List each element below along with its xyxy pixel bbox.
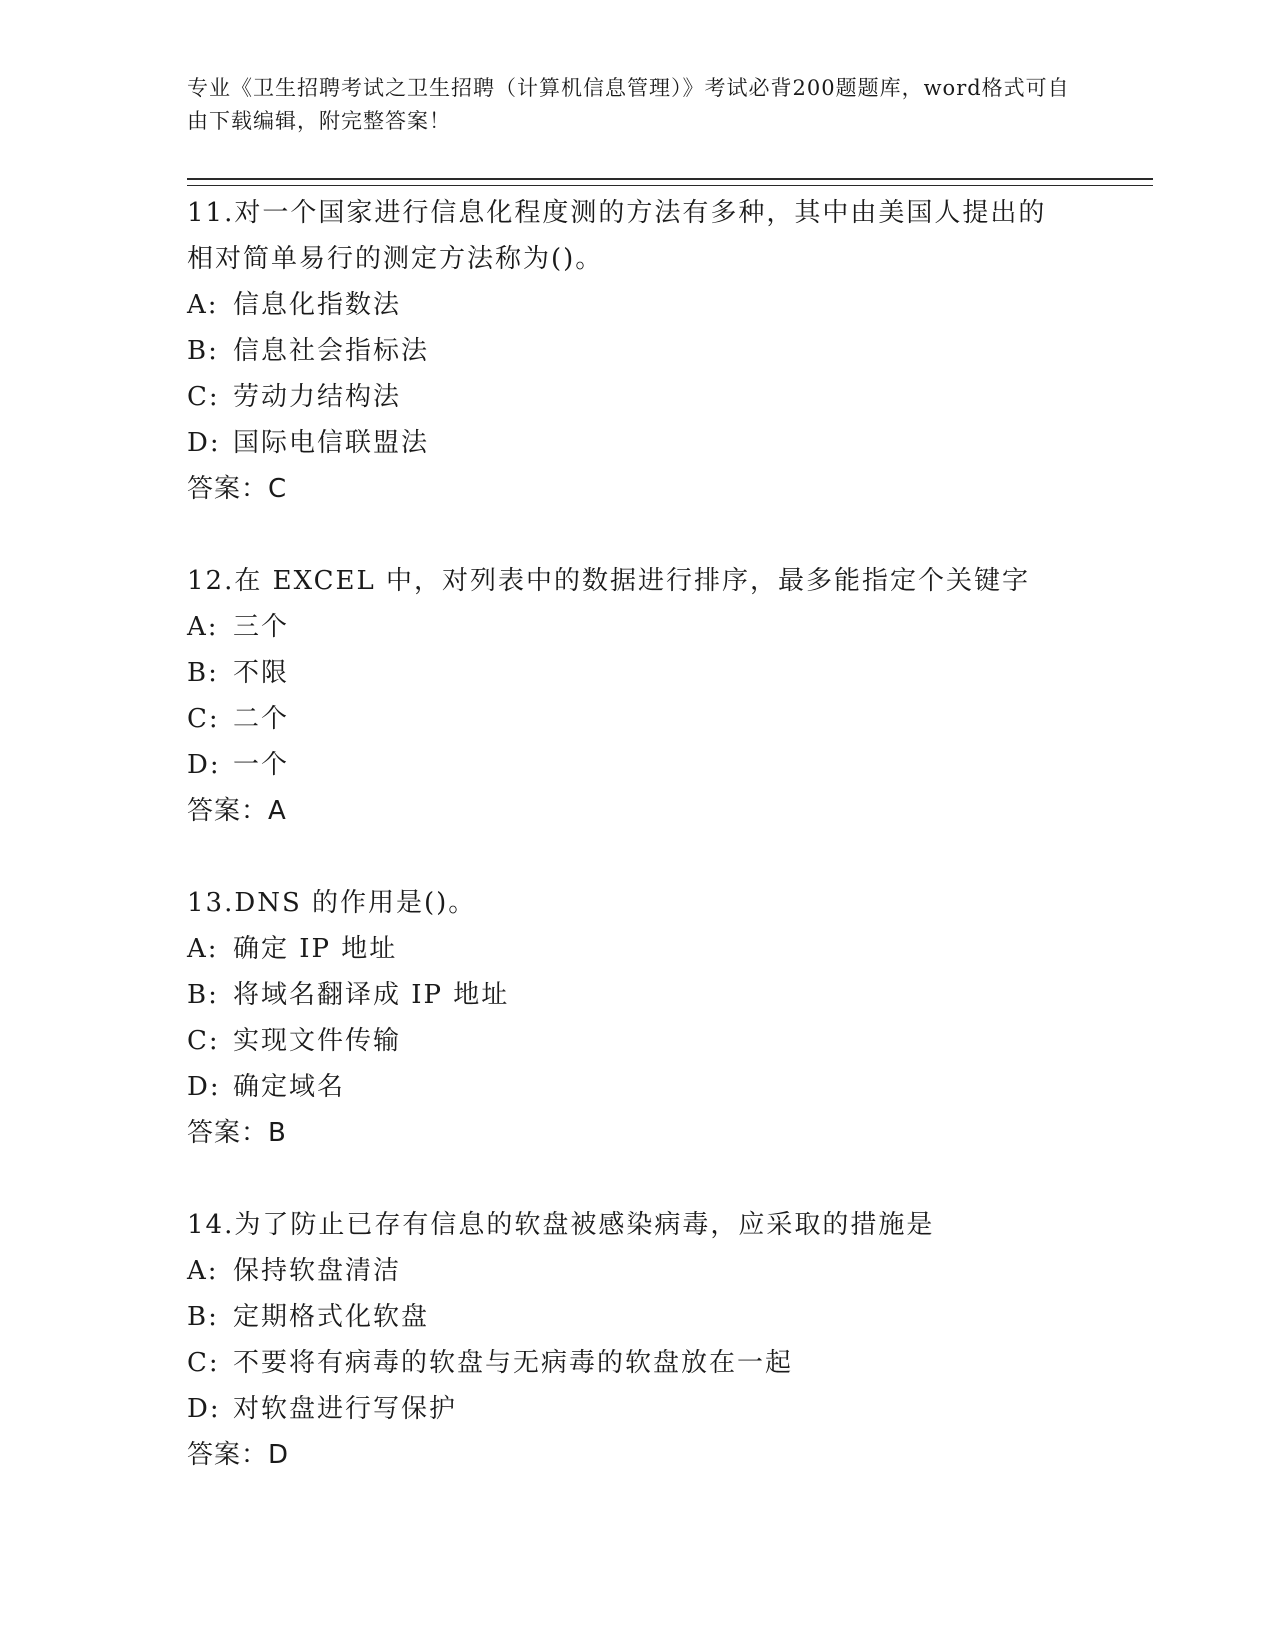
option-d xyxy=(187,420,1107,466)
option-text: 劳动力结构法 xyxy=(233,382,402,412)
question-list xyxy=(187,190,1107,1478)
option-text: 信息社会指标法 xyxy=(233,336,430,366)
option-text: 将域名翻译成 IP 地址 xyxy=(233,980,510,1010)
option-text: 不限 xyxy=(233,658,290,688)
option-b xyxy=(187,972,1107,1018)
option-text: 不要将有病毒的软盘与无病毒的软盘放在一起 xyxy=(233,1348,794,1378)
option-key: A: xyxy=(187,290,219,320)
option-key: C: xyxy=(187,1026,220,1056)
option-key: B: xyxy=(187,336,219,366)
option-c xyxy=(187,374,1107,420)
option-key: C: xyxy=(187,1348,220,1378)
option-d xyxy=(187,742,1107,788)
option-a xyxy=(187,926,1107,972)
option-key: B: xyxy=(187,658,219,688)
question-stem: 12.在 EXCEL 中，对列表中的数据进行排序，最多能指定个关键字 xyxy=(187,566,1031,596)
option-key: D: xyxy=(187,1394,221,1424)
option-text: 对软盘进行写保护 xyxy=(233,1394,458,1424)
option-text: 一个 xyxy=(233,750,290,780)
option-key: A: xyxy=(187,612,219,642)
option-text: 实现文件传输 xyxy=(233,1026,402,1056)
option-key: D: xyxy=(187,750,221,780)
question-item xyxy=(187,880,1107,1156)
option-text: 保持软盘清洁 xyxy=(233,1256,402,1286)
option-key: D: xyxy=(187,1072,221,1102)
option-text: 国际电信联盟法 xyxy=(233,428,430,458)
option-c xyxy=(187,1018,1107,1064)
option-key: A: xyxy=(187,934,219,964)
question-stem: 11.对一个国家进行信息化程度测的方法有多种，其中由美国人提出的 相对简单易行的测定方法称为()。 xyxy=(187,198,1047,274)
question-item xyxy=(187,1202,1107,1478)
option-b xyxy=(187,328,1107,374)
option-b xyxy=(187,650,1107,696)
header-divider xyxy=(187,178,1153,186)
option-a xyxy=(187,282,1107,328)
option-key: C: xyxy=(187,382,220,412)
document-intro: 专业《卫生招聘考试之卫生招聘（计算机信息管理）》考试必背200题题库，word格式可自由下载编辑，附完整答案！ xyxy=(187,76,1070,133)
option-a xyxy=(187,1248,1107,1294)
option-d xyxy=(187,1064,1107,1110)
option-key: D: xyxy=(187,428,221,458)
option-b xyxy=(187,1294,1107,1340)
option-c xyxy=(187,1340,1107,1386)
option-text: 确定 IP 地址 xyxy=(233,934,398,964)
option-key: B: xyxy=(187,980,219,1010)
question-item xyxy=(187,190,1107,512)
question-stem: 13.DNS 的作用是()。 xyxy=(187,888,477,918)
question-stem: 14.为了防止已存有信息的软盘被感染病毒，应采取的措施是 xyxy=(187,1210,935,1240)
option-text: 确定域名 xyxy=(233,1072,346,1102)
option-d xyxy=(187,1386,1107,1432)
question-item xyxy=(187,558,1107,834)
option-text: 二个 xyxy=(233,704,290,734)
option-key: C: xyxy=(187,704,220,734)
option-a xyxy=(187,604,1107,650)
answer-line: 答案：C xyxy=(187,474,288,504)
option-text: 定期格式化软盘 xyxy=(233,1302,430,1332)
answer-line: 答案：B xyxy=(187,1118,287,1148)
option-key: B: xyxy=(187,1302,219,1332)
option-c xyxy=(187,696,1107,742)
answer-line: 答案：A xyxy=(187,796,287,826)
option-text: 信息化指数法 xyxy=(233,290,402,320)
answer-line: 答案：D xyxy=(187,1440,290,1470)
option-key: A: xyxy=(187,1256,219,1286)
option-text: 三个 xyxy=(233,612,290,642)
